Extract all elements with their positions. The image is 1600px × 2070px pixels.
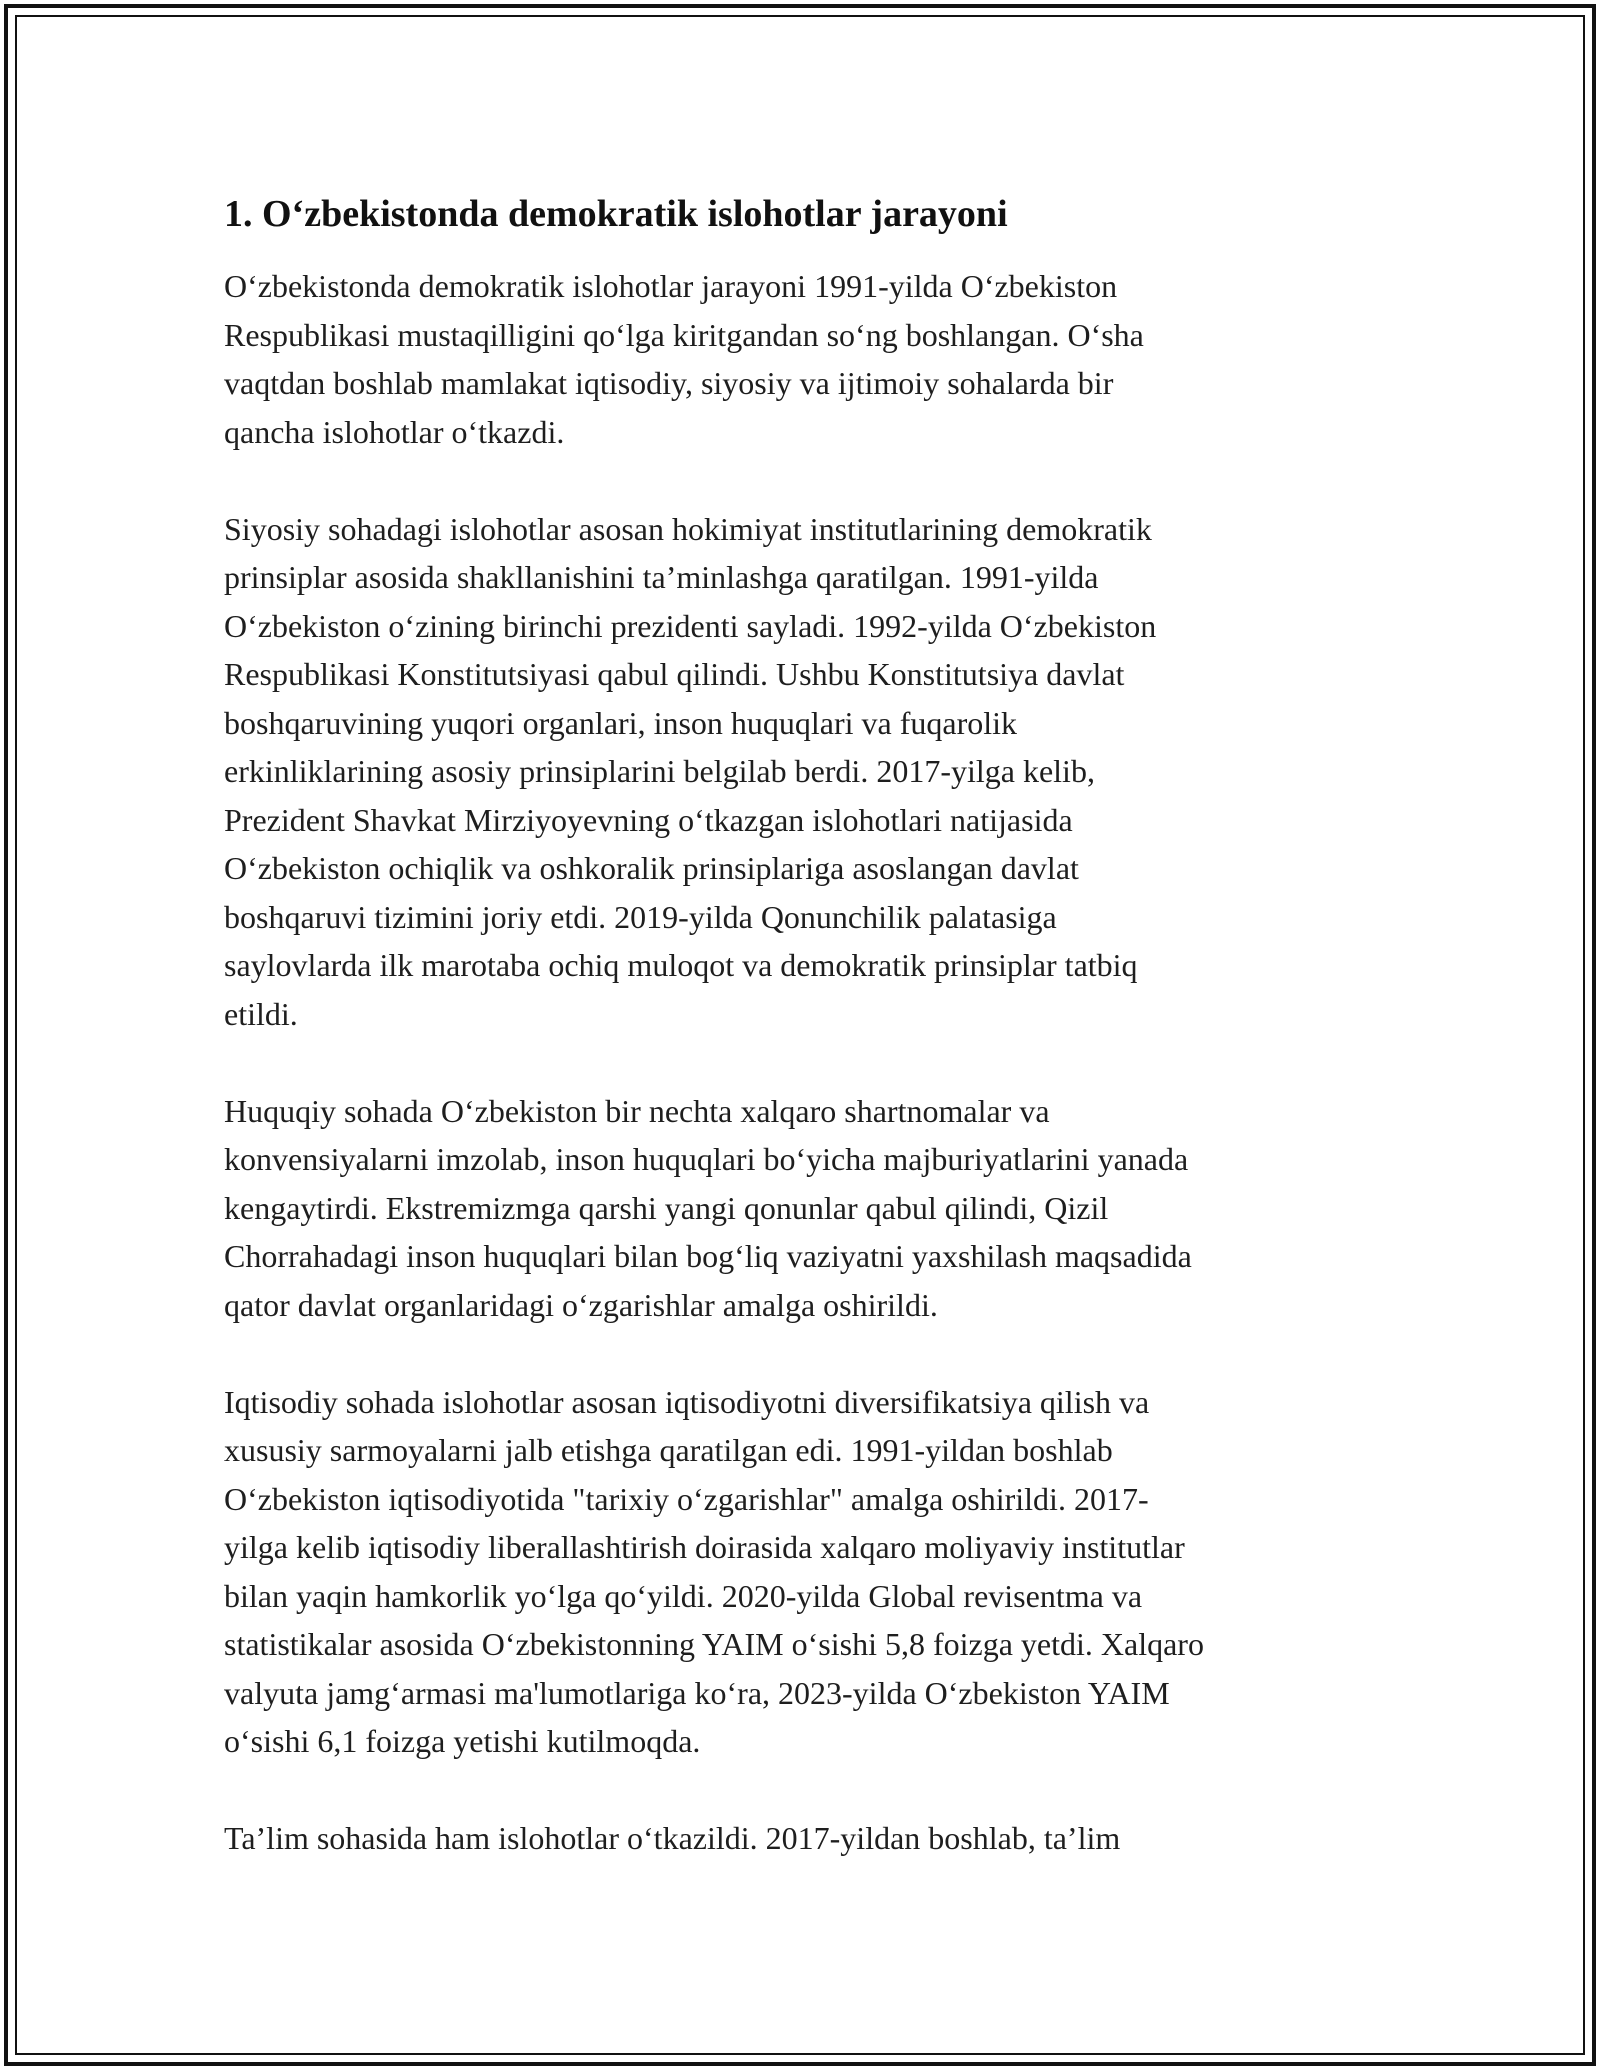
paragraph-line: O‘zbekistonda demokratik islohotlar jarayoni 1991-yilda O‘zbekiston: [224, 268, 1118, 304]
paragraph-line: O‘zbekiston o‘zining birinchi prezidenti sayladi. 1992-yilda O‘zbekiston: [224, 607, 1157, 644]
paragraph-line: Respublikasi Konstitutsiyasi qabul qilindi. Ushbu Konstitutsiya davlat: [224, 656, 1125, 692]
paragraph-5: [224, 1814, 1384, 1863]
paragraph-line: erkinliklarining asosiy prinsiplarini belgilab berdi. 2017-yilga kelib,: [224, 753, 1095, 789]
document-body: [224, 190, 1384, 1911]
paragraph-line: boshqaruvining yuqori organlari, inson huquqlari va fuqarolik: [224, 704, 1018, 741]
paragraph-line: prinsiplar asosida shakllanishini ta’minlashga qaratilgan. 1991-yilda: [224, 559, 1099, 595]
paragraph-line: konvensiyalarni imzolab, inson huquqlari bo‘yicha majburiyatlarini yanada: [224, 1141, 1189, 1177]
paragraph-line: Respublikasi mustaqilligini qo‘lga kiritgandan so‘ng boshlangan. O‘sha: [224, 316, 1144, 353]
paragraph-line: valyuta jamg‘armasi ma'lumotlariga ko‘ra, 2023-yilda O‘zbekiston YAIM: [224, 1674, 1170, 1711]
paragraph-line: bilan yaqin hamkorlik yo‘lga qo‘yildi. 2020-yilda Global revisentma va: [224, 1577, 1143, 1614]
paragraph-line: Siyosiy sohadagi islohotlar asosan hokimiyat institutlarining demokratik: [224, 510, 1152, 547]
paragraph-list: [224, 262, 1384, 1863]
paragraph-line: yilga kelib iqtisodiy liberallashtirish doirasida xalqaro moliyaviy institutlar: [224, 1529, 1185, 1565]
paragraph-line: statistikalar asosida O‘zbekistonning YAIM o‘sishi 5,8 foizga yetdi. Xalqaro: [224, 1626, 1204, 1662]
paragraph-3: [224, 1087, 1384, 1330]
paragraph-line: Huquqiy sohada O‘zbekiston bir nechta xalqaro shartnomalar va: [224, 1092, 1050, 1129]
paragraph-line: Iqtisodiy sohada islohotlar asosan iqtisodiyotni diversifikatsiya qilish va: [224, 1383, 1150, 1420]
paragraph-line: saylovlarda ilk marotaba ochiq muloqot va demokratik prinsiplar tatbiq: [224, 947, 1138, 983]
paragraph-line: qancha islohotlar o‘tkazdi.: [224, 413, 565, 450]
paragraph-4: [224, 1378, 1384, 1766]
paragraph-1: [224, 262, 1384, 456]
paragraph-line: Ta’lim sohasida ham islohotlar o‘tkazildi. 2017-yildan boshlab, ta’lim: [224, 1820, 1121, 1856]
section-title: 1. O‘zbekistonda demokratik islohotlar jarayoni: [224, 193, 1008, 235]
paragraph-2: [224, 505, 1384, 1039]
paragraph-line: qator davlat organlaridagi o‘zgarishlar amalga oshirildi.: [224, 1286, 938, 1323]
paragraph-line: O‘zbekiston ochiqlik va oshkoralik prinsiplariga asoslangan davlat: [224, 850, 1079, 886]
paragraph-line: vaqtdan boshlab mamlakat iqtisodiy, siyosiy va ijtimoiy sohalarda bir: [224, 365, 1114, 401]
paragraph-line: etildi.: [224, 995, 298, 1032]
paragraph-line: Chorrahadagi inson huquqlari bilan bog‘liq vaziyatni yaxshilash maqsadida: [224, 1238, 1192, 1274]
paragraph-line: o‘sishi 6,1 foizga yetishi kutilmoqda.: [224, 1723, 701, 1759]
paragraph-line: Prezident Shavkat Mirziyoyevning o‘tkazgan islohotlari natijasida: [224, 801, 1073, 838]
paragraph-line: boshqaruvi tizimini joriy etdi. 2019-yilda Qonunchilik palatasiga: [224, 898, 1057, 935]
paragraph-line: xususiy sarmoyalarni jalb etishga qaratilgan edi. 1991-yildan boshlab: [224, 1432, 1113, 1468]
paragraph-line: kengaytirdi. Ekstremizmga qarshi yangi qonunlar qabul qilindi, Qizil: [224, 1189, 1109, 1226]
paragraph-line: O‘zbekiston iqtisodiyotida "tarixiy o‘zgarishlar" amalga oshirildi. 2017-: [224, 1480, 1149, 1517]
